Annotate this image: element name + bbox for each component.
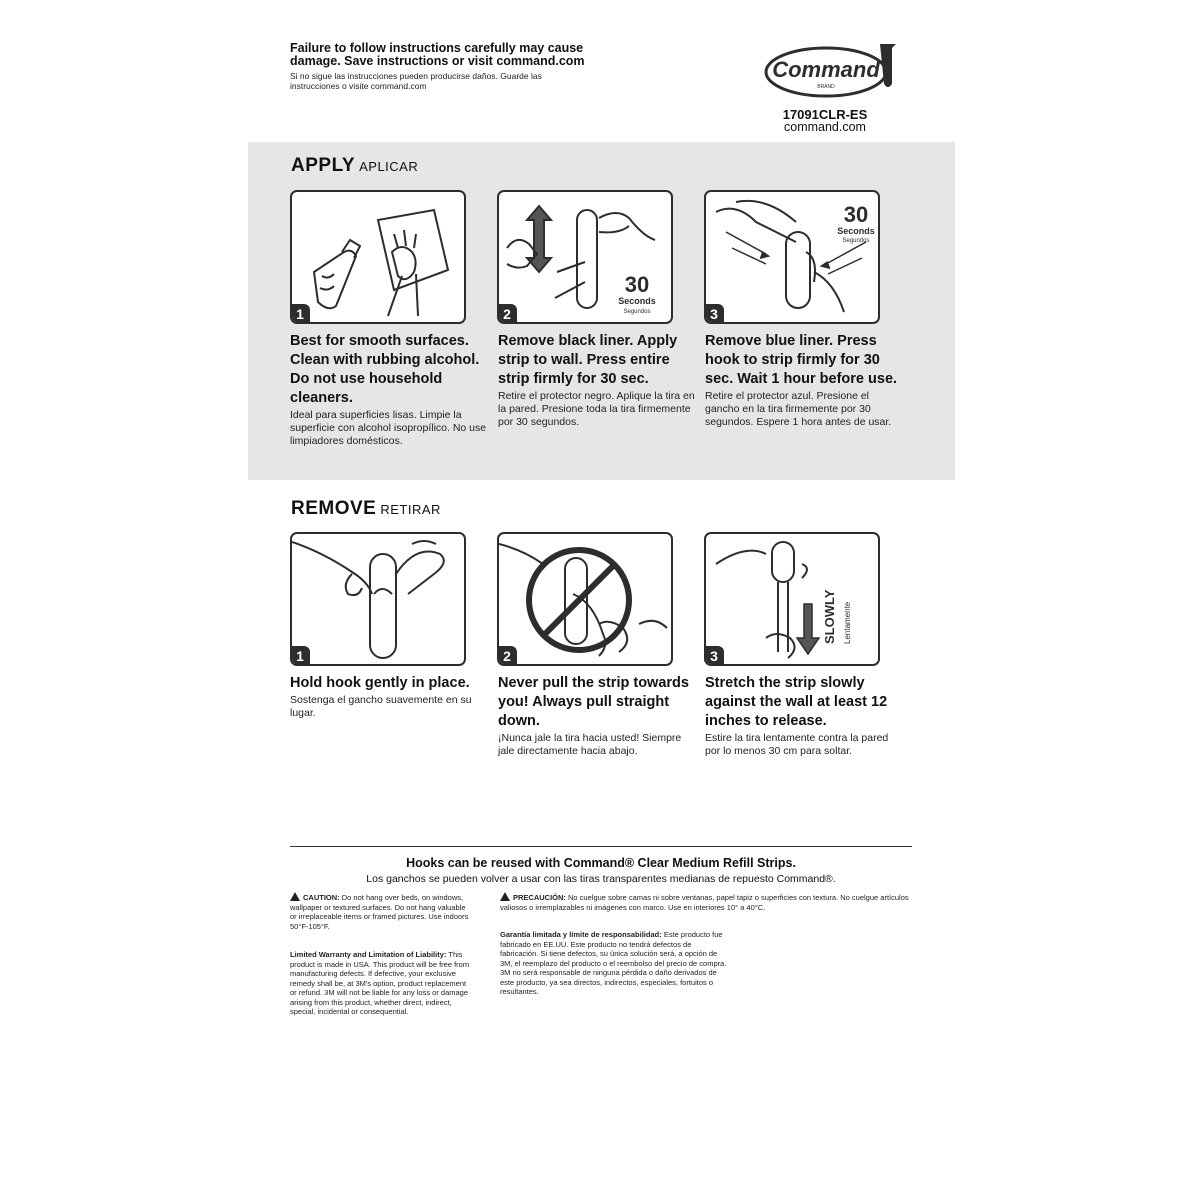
no-pull-icon	[499, 534, 671, 664]
warning-en: Failure to follow instructions carefully may cause damage. Save instructions or visit command.com	[290, 41, 585, 68]
svg-text:Seconds: Seconds	[618, 296, 656, 306]
svg-text:30: 30	[624, 272, 650, 297]
step-number: 2	[497, 646, 517, 666]
svg-text:Segundos: Segundos	[842, 238, 870, 244]
svg-text:Command: Command	[772, 57, 880, 82]
apply-step-1-text: Best for smooth surfaces. Clean with rubbing alcohol. Do not use household cleaners. Ideal para superficies lisas. Limpie la superficie con alcohol isopropílico. No use limpiadores domésticos.	[290, 333, 487, 447]
apply-step-2-illustration	[497, 190, 673, 324]
warranty-es: Garantía limitada y límite de responsabilidad: Este producto fue fabricado en EE.UU. Este producto no tendrá defectos de fabricación. Si tiene defectos, su única solución será, a opción de 3M, el reemplazo del producto o el reembolso del precio de compra. 3M no será responsable de ninguna pérdida o daño derivados de este producto, ya sea directos, indirectos, especiales, fortuitos o resultantes.	[500, 930, 727, 996]
svg-text:Lentamente: Lentamente	[843, 601, 852, 644]
product-code: 17091CLR-ES	[782, 107, 868, 122]
stretch-strip-icon	[706, 534, 878, 664]
remove-step-2-illustration	[497, 532, 673, 666]
warning-triangle-icon	[500, 892, 510, 901]
website: command.com	[784, 120, 866, 134]
apply-title: APPLY APLICAR	[291, 155, 419, 176]
caution-en: CAUTION: Do not hang over beds, on windows, wallpaper or textured surfaces. Do not hang valuable or irreplaceable items or framed pictures. Use indoors 50°F-105°F.	[290, 893, 469, 931]
hold-hook-icon	[292, 534, 464, 664]
warning-es: Si no sigue las instrucciones pueden producirse daños. Guarde las instrucciones o visite command.com	[290, 71, 542, 91]
warning-triangle-icon	[290, 892, 300, 901]
warning-block	[290, 42, 590, 91]
clean-surface-icon	[292, 192, 464, 322]
product-code-block	[760, 108, 890, 134]
command-logo	[762, 40, 902, 100]
remove-title: REMOVE RETIRAR	[291, 498, 441, 519]
svg-text:30: 30	[843, 202, 869, 227]
svg-text:Seconds: Seconds	[837, 226, 875, 236]
step-number: 1	[290, 646, 310, 666]
svg-text:SLOWLY: SLOWLY	[822, 589, 837, 644]
warranty-en: Limited Warranty and Limitation of Liability: This product is made in USA. This product will be free from manufacturing defects. If defective, your exclusive remedy shall be, at 3M's option, product replacement or refund. 3M will not be liable for any loss or damage arising from this product, whether direct, indirect, special, incidental or consequential.	[290, 950, 470, 1016]
apply-step-3-text: Remove blue liner. Press hook to strip firmly for 30 sec. Wait 1 hour before use. Retire el protector azul. Presione el gancho en la tira firmemente por 30 segundos. Espere 1 hora antes de usar.	[705, 333, 898, 428]
svg-text:BRAND: BRAND	[817, 84, 835, 90]
reuse-note-es: Los ganchos se pueden volver a usar con las tiras transparentes medianas de repuesto Command®.	[366, 873, 836, 885]
apply-step-1-illustration	[290, 190, 466, 324]
apply-step-2-text: Remove black liner. Apply strip to wall. Press entire strip firmly for 30 sec. Retire el protector negro. Aplique la tira en la pared. Presione toda la tira firmemente por 30 segundos.	[498, 333, 695, 428]
remove-step-1-text: Hold hook gently in place. Sostenga el gancho suavemente en su lugar.	[290, 675, 472, 719]
step-number: 3	[704, 304, 724, 324]
svg-text:Segundos: Segundos	[623, 309, 651, 315]
remove-step-1-illustration	[290, 532, 466, 666]
step-number: 3	[704, 646, 724, 666]
remove-step-2-text: Never pull the strip towards you! Always pull straight down. ¡Nunca jale la tira hacia usted! Siempre jale directamente hacia abajo.	[498, 675, 689, 757]
footer-divider	[290, 846, 912, 847]
press-hook-icon	[706, 192, 878, 322]
apply-step-3-illustration	[704, 190, 880, 324]
remove-step-3-illustration	[704, 532, 880, 666]
remove-step-3-text: Stretch the strip slowly against the wall at least 12 inches to release. Estire la tira lentamente contra la pared por lo menos 30 cm para soltar.	[705, 675, 889, 757]
reuse-note-en: Hooks can be reused with Command® Clear Medium Refill Strips.	[406, 856, 796, 870]
apply-strip-icon	[499, 192, 671, 322]
caution-es: PRECAUCIÓN: No cuelgue sobre camas ni sobre ventanas, papel tapiz o superficies con textura. No cuelgue artículos valiosos o irremplazables ni imágenes con marco. Use en interiores 10° a 40°C.	[500, 893, 909, 912]
step-number: 1	[290, 304, 310, 324]
step-number: 2	[497, 304, 517, 324]
